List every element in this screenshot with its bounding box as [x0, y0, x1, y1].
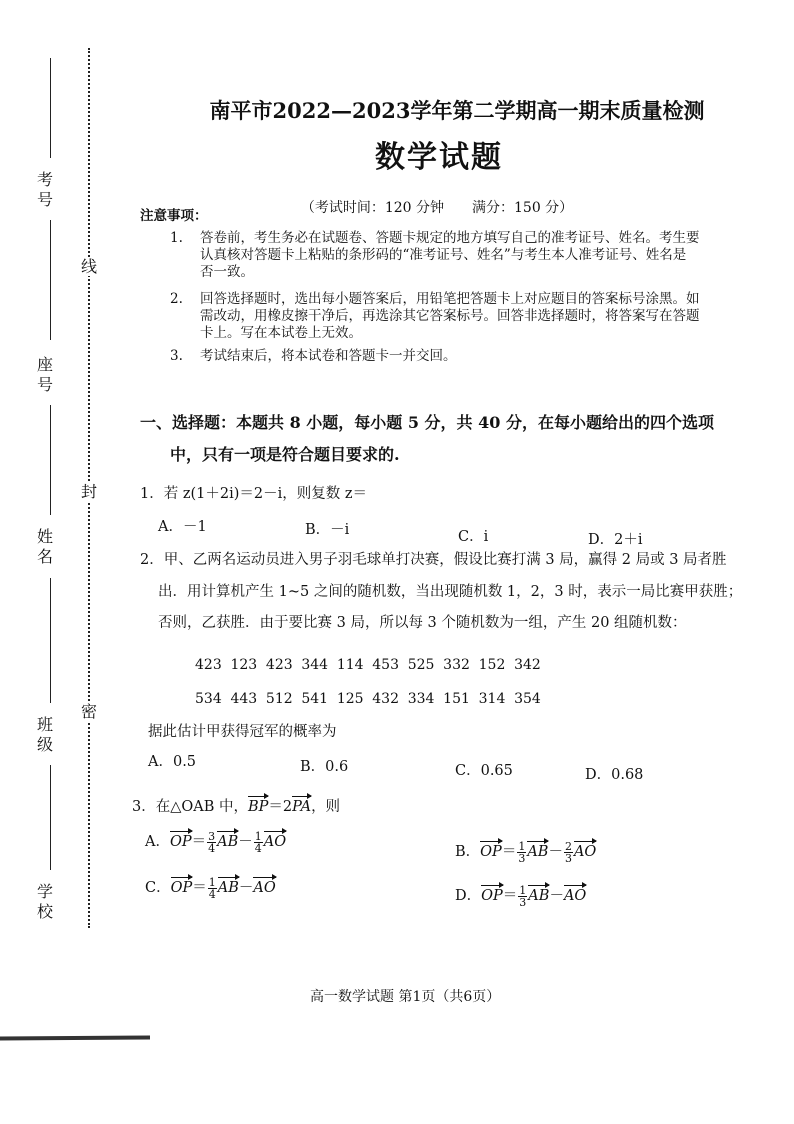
minus: － — [549, 888, 564, 904]
notes-item-2 — [170, 291, 740, 342]
q3-option-a — [145, 830, 286, 854]
q3-stem-post: ，则 — [311, 799, 341, 815]
notes-line: 卡上。写在本试卷上无效。 — [200, 325, 362, 341]
random-group: 152 — [478, 657, 506, 673]
vector-pa: PA — [292, 799, 312, 815]
q2-random-row-2 — [195, 691, 545, 707]
exam-title: 南平市2022—2023学年第二学期高一期末质量检测 — [209, 98, 705, 123]
random-group: 453 — [372, 657, 399, 673]
fraction — [518, 885, 527, 908]
seal-char-mi: 密 — [80, 702, 97, 721]
denominator: 3 — [564, 851, 572, 865]
fraction — [254, 831, 263, 854]
vector-ab: AB — [217, 834, 239, 850]
vector-ab: AB — [528, 888, 550, 904]
denominator: 3 — [519, 895, 527, 909]
field-line-xuexiao — [50, 765, 51, 870]
q3-stem-pre: 3．在△OAB 中， — [132, 799, 248, 815]
random-group: 534 — [195, 691, 222, 707]
vector-ao: AO — [263, 834, 287, 850]
equals: ＝ — [501, 844, 517, 860]
random-group: 151 — [443, 691, 470, 707]
page-footer: 高一数学试题 第1页（共6页） — [310, 989, 501, 1005]
fraction — [564, 841, 573, 864]
q1-stem: 1．若 z(1＋2i)＝2－i，则复数 z＝ — [140, 486, 367, 502]
section-heading-line1: 一、选择题：本题共 8 小题，每小题 5 分，共 40 分，在每小题给出的四个选项 — [140, 413, 714, 432]
random-group: 314 — [478, 691, 506, 707]
notes-line: 考试结束后，将本试卷和答题卡一并交回。 — [200, 348, 457, 364]
random-group: 525 — [407, 657, 435, 673]
minus: － — [238, 880, 254, 896]
field-line-zuohao — [50, 220, 51, 340]
option-label: B． — [455, 844, 481, 860]
q1-option-b: B．－i — [305, 522, 350, 538]
field-label-xingming: 姓名 — [36, 527, 53, 566]
q2-option-a: A．0.5 — [148, 754, 197, 770]
denominator: 4 — [254, 841, 262, 855]
q3-eq: ＝2 — [268, 799, 293, 815]
q2-ask: 据此估计甲获得冠军的概率为 — [148, 724, 337, 740]
random-group: 114 — [336, 657, 364, 673]
random-group: 344 — [301, 657, 329, 673]
random-group: 432 — [372, 691, 399, 707]
denominator: 4 — [208, 887, 216, 901]
notes-line: 否一致。 — [200, 264, 254, 280]
exam-info: （考试时间：120 分钟 满分：150 分） — [300, 200, 574, 216]
random-group: 123 — [230, 657, 258, 673]
q3-option-d — [455, 884, 586, 908]
field-line-xingming — [50, 405, 51, 515]
q2-stem-line2: 出．用计算机产生 1~5 之间的随机数，当出现随机数 1，2，3 时，表示一局比赛甲获胜； — [158, 584, 743, 600]
numerator: 1 — [519, 883, 527, 897]
notes-line: 回答选择题时，选出每小题答案后，用铅笔把答题卡上对应题目的答案标号涂黑。如 — [200, 291, 700, 307]
fraction — [207, 831, 216, 854]
numerator: 2 — [564, 839, 572, 853]
notes-item-num: 3. — [170, 348, 183, 364]
fraction — [517, 841, 526, 864]
notes-item-num: 2. — [170, 291, 183, 307]
subject-title: 数学试题 — [375, 140, 503, 175]
field-label-xuexiao: 学校 — [36, 882, 53, 921]
field-label-banji: 班级 — [36, 715, 53, 754]
notes-item-1 — [170, 230, 740, 281]
notes-line: 答卷前，考生务必在试题卷、答题卡规定的地方填写自己的准考证号、姓名。考生要 — [200, 230, 700, 246]
q2-option-c: C．0.65 — [455, 763, 513, 779]
numerator: 1 — [518, 839, 526, 853]
q3-option-b — [455, 840, 596, 864]
scan-artifact — [0, 1035, 150, 1040]
option-label: A． — [145, 834, 170, 850]
minus: － — [238, 834, 253, 850]
equals: ＝ — [192, 880, 207, 896]
notes-heading: 注意事项： — [140, 208, 208, 224]
random-group: 423 — [195, 657, 222, 673]
minus: － — [548, 844, 563, 860]
vector-op: OP — [480, 844, 502, 860]
q1-option-d: D．2＋i — [588, 532, 643, 548]
vector-op: OP — [481, 888, 503, 904]
option-label: C． — [145, 880, 171, 896]
equals: ＝ — [191, 834, 207, 850]
seal-char-feng: 封 — [80, 482, 97, 501]
section-heading-line2: 中，只有一项是符合题目要求的. — [170, 445, 400, 464]
vector-bp: BP — [248, 799, 269, 815]
random-group: 423 — [265, 657, 293, 673]
q2-option-b: B．0.6 — [300, 759, 349, 775]
vector-op: OP — [170, 880, 193, 896]
vector-ab: AB — [217, 880, 239, 896]
option-label: D． — [455, 888, 482, 904]
field-label-zuohao: 座号 — [36, 355, 53, 394]
notes-line: 认真核对答题卡上粘贴的条形码的“准考证号、姓名”与考生本人准考证号、姓名是 — [200, 247, 687, 263]
notes-line: 需改动，用橡皮擦干净后，再选涂其它答案标号。回答非选择题时，将答案写在答题 — [200, 308, 700, 324]
random-group: 541 — [301, 691, 329, 707]
q3-option-c — [145, 876, 276, 900]
numerator: 1 — [208, 875, 216, 889]
q2-stem-line3: 否则，乙获胜．由于要比赛 3 局，所以每 3 个随机数为一组，产生 20 组随机数： — [158, 615, 687, 631]
q2-stem-line1: 2．甲、乙两名运动员进入男子羽毛球单打决赛，假设比赛打满 3 局，赢得 2 局或 3 局者胜 — [140, 552, 727, 568]
numerator: 1 — [254, 829, 262, 843]
vector-ab: AB — [527, 844, 549, 860]
random-group: 332 — [443, 657, 470, 673]
q3-stem — [132, 795, 340, 816]
vector-ao: AO — [563, 888, 587, 904]
random-group: 334 — [407, 691, 435, 707]
vector-ao: AO — [253, 880, 276, 896]
random-group: 354 — [514, 691, 541, 707]
random-group: 342 — [514, 657, 541, 673]
notes-item-num: 1. — [170, 230, 183, 246]
denominator: 3 — [518, 851, 526, 865]
seal-char-xian: 线 — [80, 257, 97, 276]
vector-op: OP — [169, 834, 192, 850]
field-line-banji — [50, 578, 51, 703]
field-label-kaohao: 考号 — [36, 170, 53, 209]
vector-ao: AO — [573, 844, 597, 860]
fraction — [208, 877, 217, 900]
random-group: 512 — [265, 691, 293, 707]
notes-item-3 — [170, 348, 740, 365]
q2-random-row-1 — [195, 657, 545, 673]
random-group: 125 — [336, 691, 364, 707]
equals: ＝ — [502, 888, 518, 904]
numerator: 3 — [208, 829, 216, 843]
q1-option-c: C．i — [458, 529, 489, 545]
denominator: 4 — [208, 841, 216, 855]
random-group: 443 — [230, 691, 258, 707]
q1-option-a: A．－1 — [158, 519, 207, 535]
q2-option-d: D．0.68 — [585, 767, 644, 783]
